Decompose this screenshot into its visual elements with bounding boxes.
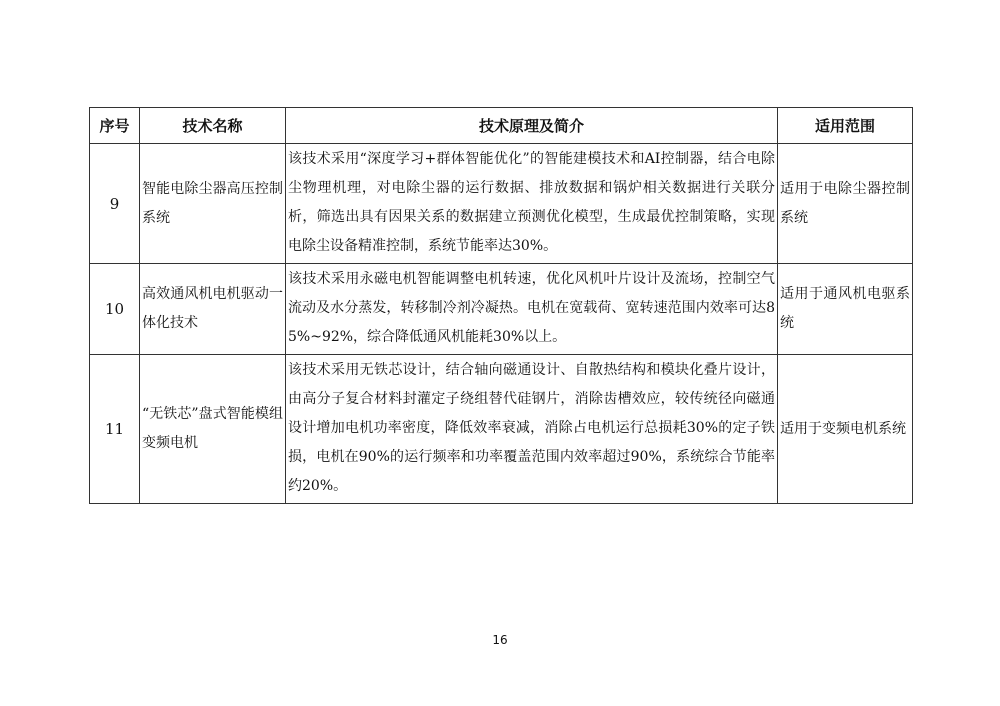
row-description-text: 该技术采用“深度学习+群体智能优化”的智能建模技术和AI控制器，结合电除尘物理机理，对电除尘器的运行数据、排放数据和锅炉相关数据进行关联分析，筛选出具有因果关系的数据建立预测优化模型，生成最优控制策略，实现电除尘设备精准控制，系统节能率达30%。 [288,151,775,254]
row-application-scope: 适用于变频电机系统 [778,355,913,504]
row-description-text: 该技术采用无铁芯设计，结合轴向磁通设计、自散热结构和模块化叠片设计，由高分子复合材料封灌定子绕组替代硅钢片，消除齿槽效应，较传统径向磁通设计增加电机功率密度，降低效率衰减，消除占电机运行总损耗30%的定子铁损，电机在90%的运行频率和功率覆盖范围内效率超过90%，系统综合节能率约20%。 [288,362,775,494]
row-technology-name: 智能电除尘器高压控制系统 [140,144,286,264]
page-number: 16 [492,633,508,647]
row-technology-name: “无铁芯”盘式智能模组变频电机 [140,355,286,504]
row-description [286,144,778,264]
row-serial-number: 11 [90,355,140,504]
table-row [90,355,913,504]
table-row [90,144,913,264]
row-application-scope: 适用于通风机电驱系统 [778,264,913,355]
table-row [90,264,913,355]
row-description-text: 该技术采用永磁电机智能调整电机转速，优化风机叶片设计及流场，控制空气流动及水分蒸发，转移制冷剂冷凝热。电机在宽载荷、宽转速范围内效率可达85%~92%，综合降低通风机能耗30%以上。 [288,271,775,345]
header-application-scope: 适用范围 [778,108,913,144]
row-application-scope: 适用于电除尘器控制系统 [778,144,913,264]
technology-table [89,107,913,504]
row-description [286,355,778,504]
header-serial-number: 序号 [90,108,140,144]
table-header-row [90,108,913,144]
row-description [286,264,778,355]
row-serial-number: 9 [90,144,140,264]
header-principle-description: 技术原理及简介 [286,108,778,144]
row-technology-name: 高效通风机电机驱动一体化技术 [140,264,286,355]
header-technology-name: 技术名称 [140,108,286,144]
row-serial-number: 10 [90,264,140,355]
